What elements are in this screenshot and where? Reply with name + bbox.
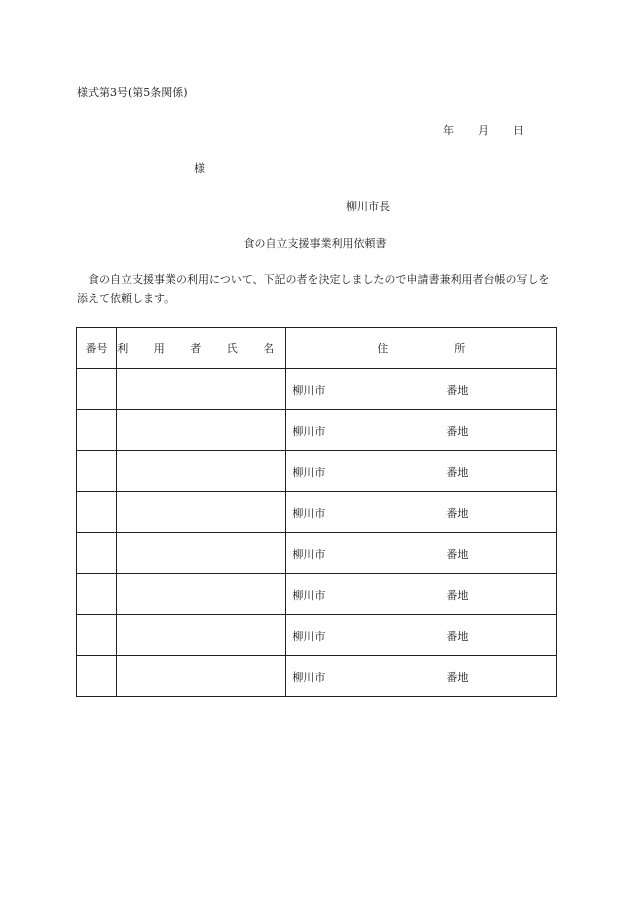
header-address-left: 住: [377, 342, 389, 355]
row-number-cell[interactable]: [77, 369, 117, 410]
form-label: 様式第3号(第5条関係): [77, 86, 188, 99]
date-month-label: 月: [478, 124, 489, 137]
row-city-label: 柳川市: [292, 466, 326, 479]
row-user-name-cell[interactable]: [117, 369, 286, 410]
header-address-right: 所: [454, 342, 466, 355]
table-row: [77, 615, 557, 656]
row-number-cell[interactable]: [77, 492, 117, 533]
row-user-name-cell[interactable]: [117, 656, 286, 697]
header-number: 番号: [77, 328, 117, 369]
row-user-name-cell[interactable]: [117, 533, 286, 574]
row-address-cell[interactable]: [286, 656, 557, 697]
row-banchi-label: 番地: [446, 507, 469, 520]
addressee-suffix: 様: [194, 162, 205, 175]
row-city-label: 柳川市: [292, 507, 326, 520]
row-number-cell[interactable]: [77, 656, 117, 697]
row-user-name-cell[interactable]: [117, 492, 286, 533]
row-number-cell[interactable]: [77, 410, 117, 451]
table-row: [77, 574, 557, 615]
row-city-label: 柳川市: [292, 384, 326, 397]
date-line: [443, 122, 524, 138]
date-year-label: 年: [443, 124, 454, 137]
body-text: 食の自立支援事業の利用について、下記の者を決定しましたので申請書兼利用者台帳の写しを添えて依頼します。: [77, 273, 550, 305]
sender-name: 柳川市長: [346, 200, 390, 213]
user-registry-table: [76, 327, 557, 697]
row-banchi-label: 番地: [446, 548, 469, 561]
row-address-cell[interactable]: [286, 533, 557, 574]
row-city-label: 柳川市: [292, 671, 326, 684]
row-banchi-label: 番地: [446, 671, 469, 684]
row-user-name-cell[interactable]: [117, 615, 286, 656]
row-banchi-label: 番地: [446, 466, 469, 479]
table-row: [77, 492, 557, 533]
row-city-label: 柳川市: [292, 589, 326, 602]
row-address-cell[interactable]: [286, 451, 557, 492]
row-banchi-label: 番地: [446, 589, 469, 602]
row-number-cell[interactable]: [77, 574, 117, 615]
row-user-name-cell[interactable]: [117, 410, 286, 451]
table-row: [77, 410, 557, 451]
row-address-cell[interactable]: [286, 574, 557, 615]
row-address-cell[interactable]: [286, 492, 557, 533]
table-header-row: [77, 328, 557, 369]
row-user-name-cell[interactable]: [117, 451, 286, 492]
row-number-cell[interactable]: [77, 533, 117, 574]
header-user-name: 利 用 者 氏 名: [117, 328, 286, 369]
row-address-cell[interactable]: [286, 369, 557, 410]
row-city-label: 柳川市: [292, 548, 326, 561]
document-title: 食の自立支援事業利用依頼書: [243, 237, 387, 250]
table-row: [77, 533, 557, 574]
date-day-label: 日: [513, 124, 524, 137]
row-address-cell[interactable]: [286, 615, 557, 656]
table-row: [77, 656, 557, 697]
row-banchi-label: 番地: [446, 630, 469, 643]
table-row: [77, 451, 557, 492]
row-number-cell[interactable]: [77, 451, 117, 492]
table-row: [77, 369, 557, 410]
row-city-label: 柳川市: [292, 630, 326, 643]
row-banchi-label: 番地: [446, 384, 469, 397]
row-address-cell[interactable]: [286, 410, 557, 451]
header-address: [286, 328, 557, 369]
row-number-cell[interactable]: [77, 615, 117, 656]
row-user-name-cell[interactable]: [117, 574, 286, 615]
row-banchi-label: 番地: [446, 425, 469, 438]
row-city-label: 柳川市: [292, 425, 326, 438]
